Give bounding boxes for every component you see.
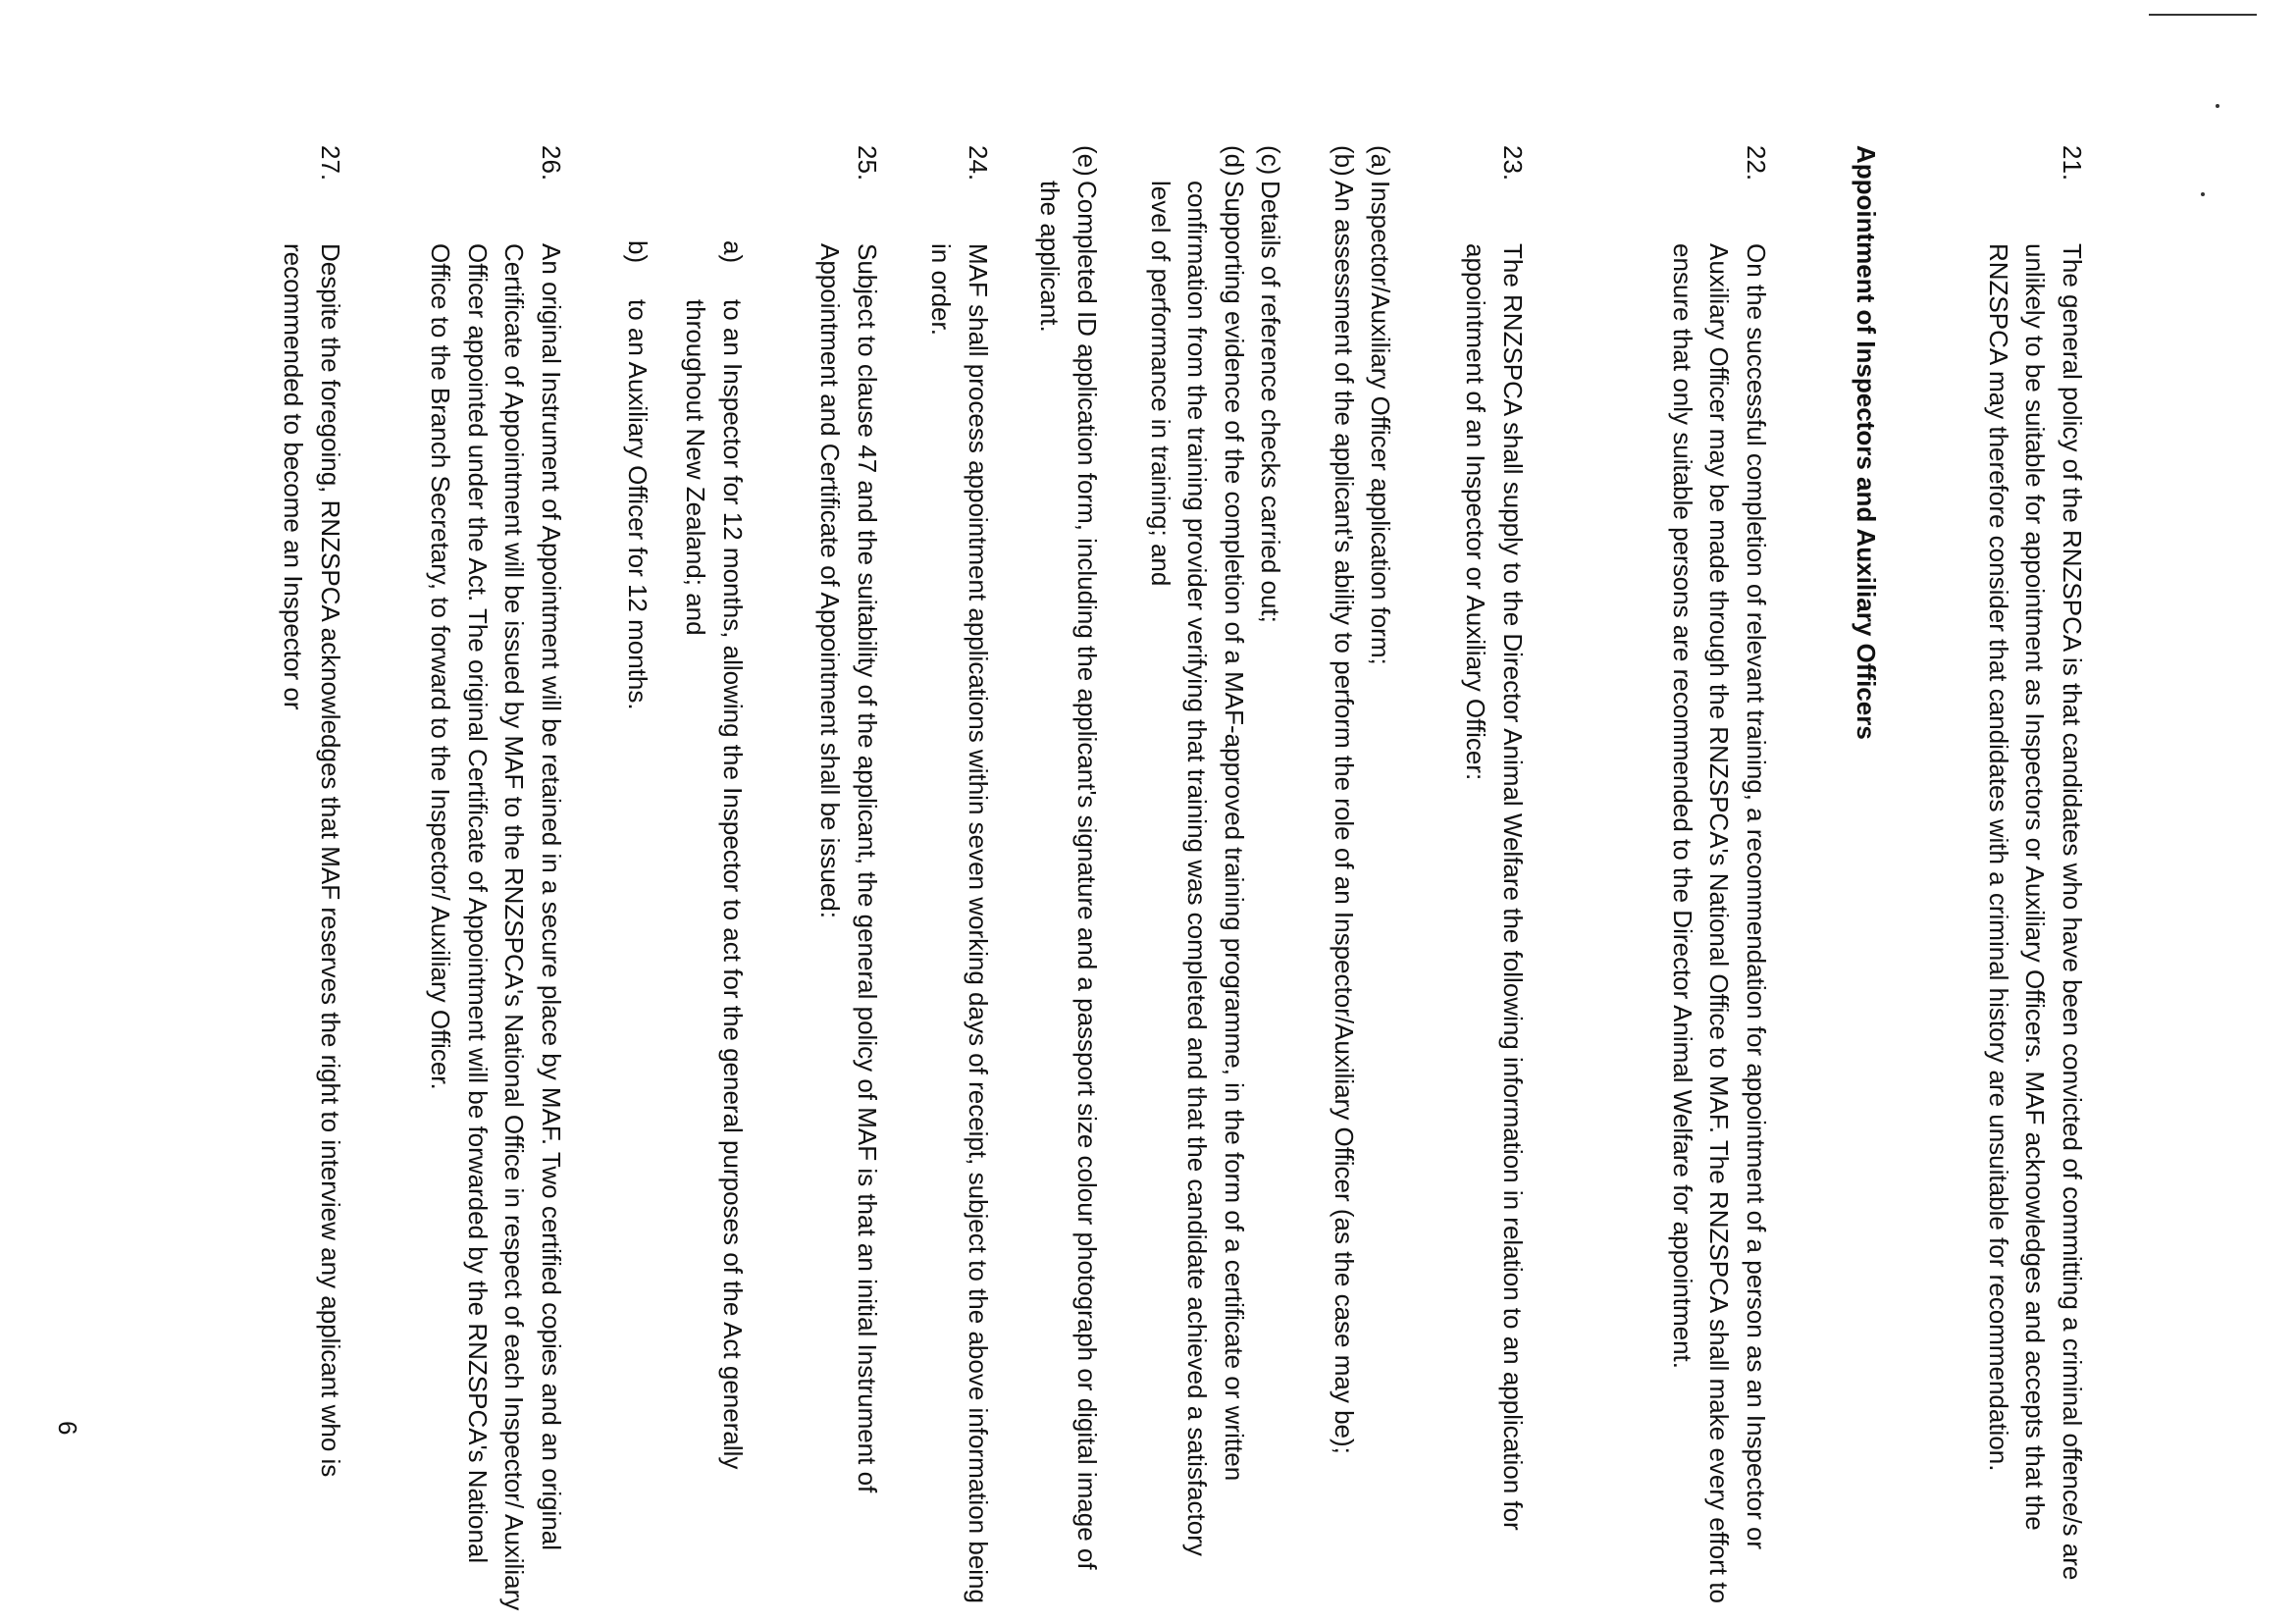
paragraph-text: MAF shall process appointment applications within seven working days of receipt, subject to the above information being in order. <box>926 243 993 1603</box>
list-text: Details of reference checks carried out; <box>1256 181 1285 623</box>
list-label: (d) <box>1220 145 1249 177</box>
paragraph-number: 27. <box>316 145 345 182</box>
paragraph-text: Despite the foregoing, RNZSPCA acknowledges that MAF reserves the right to interview any applicant who is recommended to become an Inspector or <box>279 243 345 1478</box>
list-text: to an Auxiliary Officer for 12 months. <box>623 299 652 710</box>
paragraph-text: The general policy of the RNZSPCA is that candidates who have been convicted of committing a criminal offence/s are unlikely to be suitable for appointment as Inspectors or Auxiliary Officers. MAF acknowledges and accepts that the RNZSPCA may therefore consider that candidates with a criminal history are unsuitable for recommendation. <box>1983 243 2087 1581</box>
paragraph-number: 21. <box>2058 145 2087 182</box>
list-label: (a) <box>1366 145 1395 177</box>
section-heading: Appointment of Inspectors and Auxiliary Officers <box>1852 145 1881 740</box>
paragraph-text: An original Instrument of Appointment will be retained in a secure place by MAF. Two certified copies and an original Certificate of Appointment will be issued by MAF to the RNZSPCA's National Office in respect of each Inspector/ Auxiliary Officer appointed under the Act. The original Certificate of Appointment will be forwarded by the RNZSPCA's National Office to the Branch Secretary, to forward to the Inspector/ Auxiliary Officer. <box>426 243 566 1611</box>
paragraph-number: 22. <box>1742 145 1771 182</box>
page-number: 6 <box>53 1421 82 1436</box>
list-label: (c) <box>1256 145 1285 176</box>
paragraph-number: 25. <box>853 145 882 182</box>
paragraph-text: On the successful completion of relevant training, a recommendation for appointment of a person as an Inspector or Auxiliary Officer may be made through the RNZSPCA's National Office to MAF. The RNZSPCA shall make every effort to ensure that only suitable persons are recommended to the Director Animal Welfare for appointment. <box>1667 243 1771 1603</box>
list-text: to an Inspector for 12 months, allowing the Inspector to act for the general purposes of the Act generally throughout New Zealand; and <box>681 299 748 1470</box>
paragraph-number: 24. <box>964 145 993 182</box>
paragraph-number: 26. <box>537 145 566 182</box>
list-text: Supporting evidence of the completion of a MAF-approved training programme, in the form of a certificate or written confirmation from the training provider verifying that training was completed and that the candidate achieved a satisfactory level of performance in training; and <box>1145 181 1249 1556</box>
paragraph-number: 23. <box>1498 145 1528 182</box>
paragraph-text: Subject to clause 47 and the suitability of the applicant, the general policy of MAF is that an initial Instrument of Appointment and Certificate of Appointment shall be issued: <box>815 243 882 1493</box>
list-text: Completed ID application form, including the applicant's signature and a passport size colour photograph or digital image of the applicant. <box>1035 181 1102 1570</box>
paragraph-text: The RNZSPCA shall supply to the Director Animal Welfare the following information in relation to an application for appointment of an Inspector or Auxiliary Officer: <box>1461 243 1528 1531</box>
list-label: (b) <box>1330 145 1359 177</box>
list-label: (e) <box>1072 145 1102 177</box>
list-text: An assessment of the applicant's ability to perform the role of an Inspector/Auxiliary Officer (as the case may be); <box>1330 181 1359 1454</box>
list-text: Inspector/Auxiliary Officer application form; <box>1366 181 1395 665</box>
list-label: a) <box>718 240 748 264</box>
list-label: b) <box>623 240 652 264</box>
